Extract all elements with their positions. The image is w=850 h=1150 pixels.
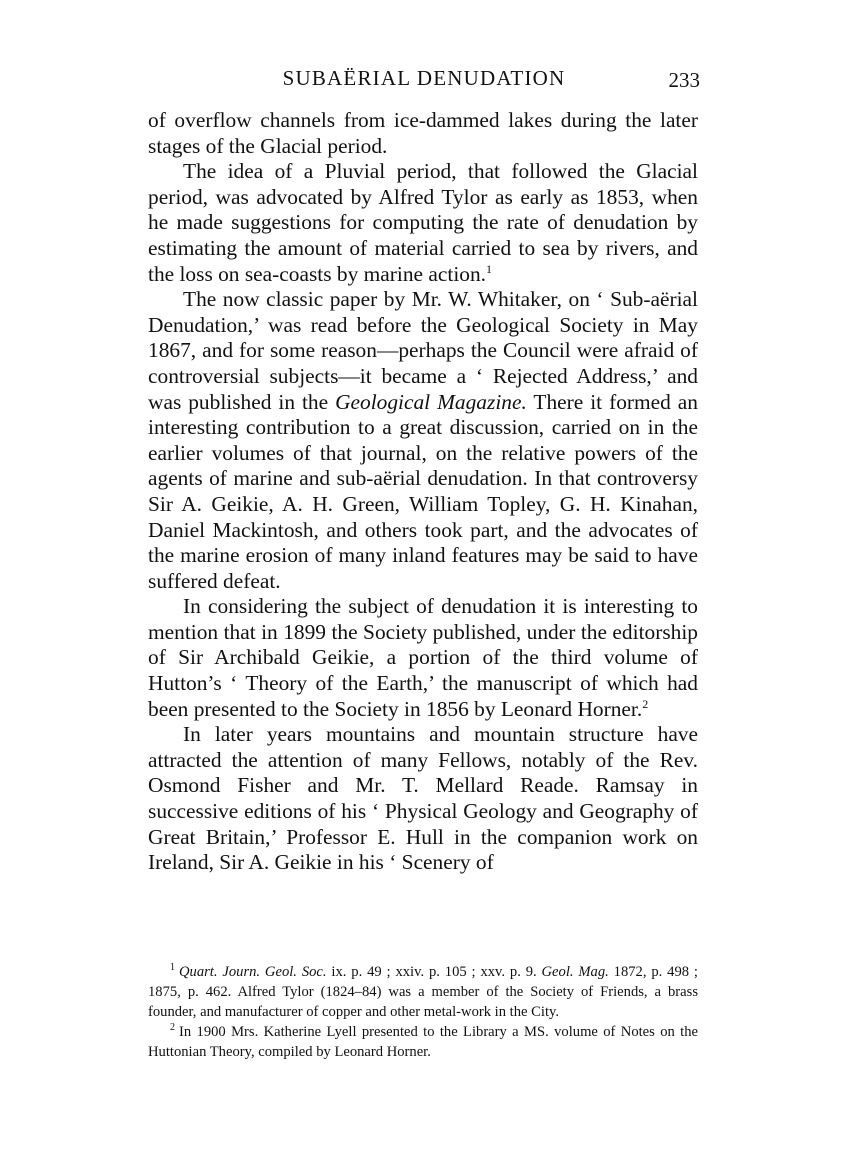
footnote-2-text: In 1900 Mrs. Katherine Lyell presented to the Library a MS. volume of Notes on the Huttonian Theory, compiled by Leonard Horner.: [148, 1024, 698, 1060]
paragraph-2: [148, 159, 698, 287]
journal-title: Geological Magazine.: [335, 389, 527, 414]
paragraph-5: [148, 722, 698, 876]
paragraph-1-text: of overflow channels from ice-dammed lakes during the later stages of the Glacial period.: [148, 108, 698, 158]
page-number: 233: [668, 68, 700, 92]
footnote-1-text: 1872, p. 498 ; 1875, p. 462. Alfred Tylor (1824–84) was a member of the Society of Friends, a brass founder, and manufacturer of copper and other metal-work in the City.: [148, 964, 698, 1020]
footnote-ref-2: 2: [642, 696, 649, 711]
paragraph-2-text: The idea of a Pluvial period, that followed the Glacial period, was advocated by Alfred Tylor as early as 1853, when he made suggestions for computing the rate of denudation by estimating the amount of material carried to sea by rivers, and the loss on sea-coasts by marine action.: [148, 159, 698, 286]
paragraph-4: [148, 594, 698, 722]
paragraph-3: [148, 287, 698, 594]
footnote-1-journal: Quart. Journ. Geol. Soc.: [179, 964, 327, 980]
running-title: SUBAËRIAL DENUDATION: [282, 66, 566, 90]
paragraph-3-text-a: The now classic paper by Mr. W. Whitaker, on ‘ Sub-aërial Denudation,’ was read before the Geological Society in May 1867, and for some reason—perhaps the Council were afraid of controversial subjects—it became a ‘ Rejected Address,’ and was published in the: [148, 287, 698, 414]
footnote-1: [148, 962, 698, 1022]
footnote-1-journal-2: Geol. Mag.: [541, 964, 609, 980]
footnote-2-mark: 2: [170, 1022, 175, 1034]
paragraph-4-text: In considering the subject of denudation it is interesting to mention that in 1899 the Society published, under the editorship of Sir Archibald Geikie, a portion of the third volume of Hutton’s ‘ Theory of the Earth,’ the manuscript of which had been presented to the Society in 1856 by Leonard Horner.: [148, 594, 698, 721]
footnote-ref-1: 1: [486, 261, 492, 276]
body-text: [148, 108, 698, 876]
footnotes: [148, 962, 698, 1062]
footnote-2: [148, 1022, 698, 1062]
paragraph-5-text: In later years mountains and mountain structure have attracted the attention of many Fellows, notably of the Rev. Osmond Fisher and Mr. T. Mellard Reade. Ramsay in successive editions of his ‘ Physical Geology and Geography of Great Britain,’ Professor E. Hull in the companion work on Ireland, Sir A. Geikie in his ‘ Scenery of: [148, 722, 698, 875]
paragraph-1: [148, 108, 698, 159]
page-header: [148, 66, 700, 96]
paragraph-3-text-b: There it formed an interesting contribution to a great discussion, carried on in the earlier volumes of that journal, on the relative powers of the agents of marine and sub-aërial denudation. In that controversy Sir A. Geikie, A. H. Green, William Topley, G. H. Kinahan, Daniel Mackintosh, and others took part, and the advocates of the marine erosion of many inland features may be said to have suffered defeat.: [148, 389, 699, 593]
footnote-1-refs: ix. p. 49 ; xxiv. p. 105 ; xxv. p. 9.: [326, 964, 542, 980]
footnote-1-mark: 1: [170, 962, 175, 974]
